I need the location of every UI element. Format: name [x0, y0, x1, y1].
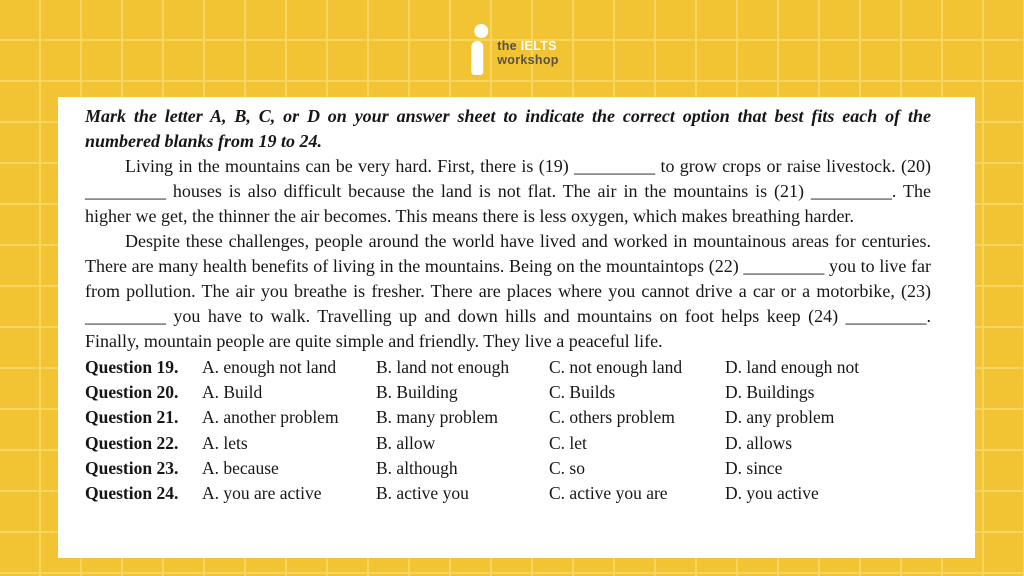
- logo-line-1: [497, 39, 558, 53]
- question-option-d: D. land enough not: [725, 357, 860, 377]
- question-option-d: D. since: [725, 457, 783, 478]
- question-label: Question 19.: [85, 357, 179, 377]
- question-option-c: C. Builds: [549, 382, 616, 403]
- question-option-a: A. you are active: [202, 483, 322, 504]
- questions-block: [85, 355, 931, 506]
- question-label: Question 22.: [85, 432, 179, 453]
- logo-i-dot: [474, 24, 488, 38]
- logo-i-icon: [465, 24, 489, 76]
- passage-paragraph-2: Despite these challenges, people around the world have lived and worked in mountainous areas for centuries. There are many health benefits of living in the mountains. Being on the mountaintops (22) _________ you to live far from pollution. The air you breathe is fresher. There are places where you cannot drive a car or a motorbike, (23) _________ you have to walk. Travelling up and down hills and mountains on foot helps keep (24) _________. Finally, mountain people are quite simple and friendly. They live a peaceful life.: [85, 231, 931, 351]
- question-option-d: D. Buildings: [725, 382, 815, 403]
- question-option-c: C. others problem: [549, 407, 675, 428]
- question-label: Question 20.: [85, 382, 179, 403]
- question-option-b: B. many problem: [376, 407, 498, 428]
- question-option-b: B. active you: [376, 483, 469, 504]
- question-label: Question 23.: [85, 457, 179, 478]
- instruction-text: Mark the letter A, B, C, or D on your answer sheet to indicate the correct option that best fits each of the numbered blanks from 19 to 24.: [85, 106, 931, 151]
- question-option-c: C. not enough land: [549, 357, 683, 377]
- worksheet-panel: [58, 97, 975, 558]
- question-option-d: D. you active: [725, 483, 819, 504]
- question-row-24: [85, 481, 931, 506]
- question-row-20: [85, 380, 931, 405]
- question-option-a: A. enough not land: [202, 357, 337, 377]
- question-option-d: D. any problem: [725, 407, 835, 428]
- question-option-d: D. allows: [725, 432, 793, 453]
- logo-text: [497, 24, 558, 67]
- question-option-b: B. Building: [376, 382, 458, 403]
- question-option-a: A. Build: [202, 382, 263, 403]
- logo-i-body: [471, 41, 483, 75]
- logo-word-the: the: [497, 39, 517, 53]
- question-option-c: C. so: [549, 457, 585, 478]
- question-row-23: [85, 456, 931, 481]
- logo-word-ielts: IELTS: [520, 39, 557, 53]
- question-label: Question 21.: [85, 407, 179, 428]
- ielts-workshop-logo: [465, 24, 558, 76]
- question-option-c: C. active you are: [549, 483, 668, 504]
- question-option-a: A. because: [202, 457, 279, 478]
- question-option-b: B. allow: [376, 432, 436, 453]
- question-option-a: A. another problem: [202, 407, 339, 428]
- question-option-c: C. let: [549, 432, 587, 453]
- question-option-b: B. although: [376, 457, 458, 478]
- question-row-22: [85, 431, 931, 456]
- question-row-21: [85, 405, 931, 430]
- question-option-b: B. land not enough: [376, 357, 510, 377]
- question-option-a: A. lets: [202, 432, 248, 453]
- passage-paragraph-1: Living in the mountains can be very hard. First, there is (19) _________ to grow crops or raise livestock. (20) _________ houses is also difficult because the land is not flat. The air in the mountains is (21) _________. The higher we get, the thinner the air becomes. This means there is less oxygen, which makes breathing harder.: [85, 156, 931, 226]
- question-label: Question 24.: [85, 483, 179, 504]
- question-row-19: [85, 355, 931, 380]
- logo-word-workshop: workshop: [497, 53, 559, 67]
